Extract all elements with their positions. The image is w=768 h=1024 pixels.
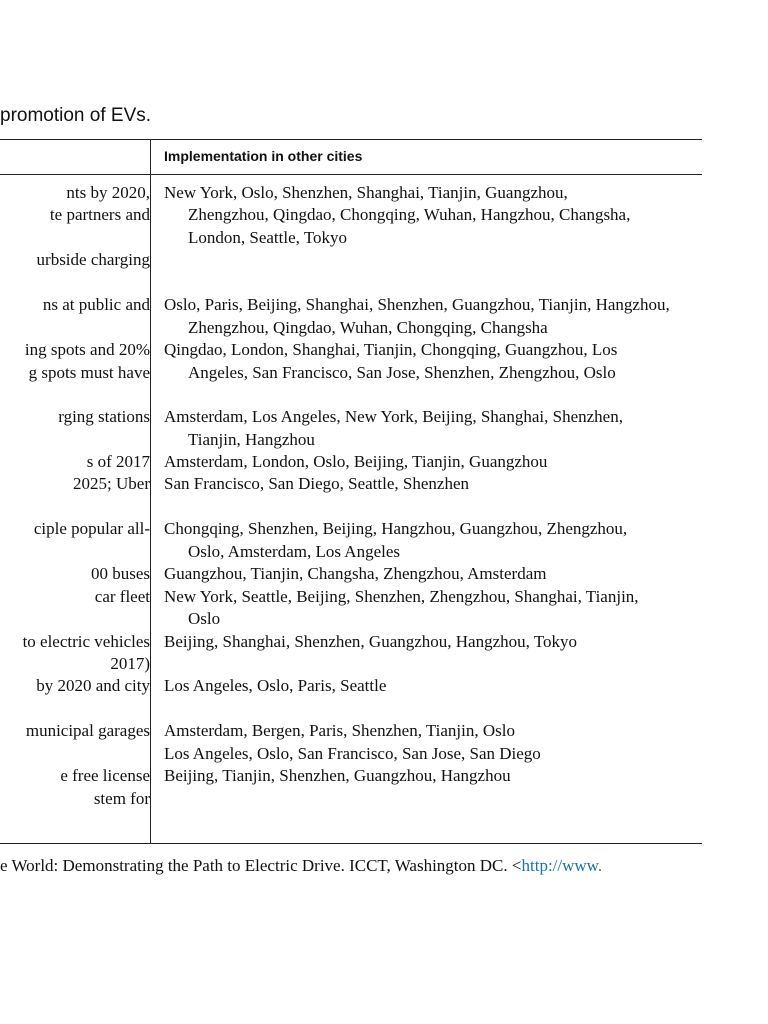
- cities-text-line: Los Angeles, Oslo, San Francisco, San Jose, San Diego: [164, 744, 541, 763]
- table-column-divider: [150, 139, 151, 844]
- policy-text-line: ing spots and 20%: [24, 340, 150, 359]
- cities-text-line: Oslo: [188, 609, 221, 628]
- table-caption: promotion of EVs.: [0, 105, 152, 126]
- cities-text-line: London, Seattle, Tokyo: [188, 228, 348, 247]
- table-bottom-rule: [0, 843, 702, 844]
- policy-text-line: nts by 2020,: [66, 183, 150, 202]
- policy-text-line: s of 2017: [86, 452, 150, 471]
- cities-text-line: Beijing, Shanghai, Shenzhen, Guangzhou, Hangzhou, Tokyo: [164, 632, 578, 651]
- cities-text-line: Angeles, San Francisco, San Jose, Shenzhen, Zhengzhou, Oslo: [188, 363, 616, 382]
- policy-text-line: to electric vehicles: [22, 632, 150, 651]
- policy-text-line: municipal garages: [25, 721, 150, 740]
- cities-text-line: Oslo, Amsterdam, Los Angeles: [188, 542, 401, 561]
- footnote-text: e World: Demonstrating the Path to Electric Drive. ICCT, Washington DC. <: [0, 856, 522, 875]
- footnote-link[interactable]: http://www.: [521, 856, 603, 875]
- cities-text-line: Qingdao, London, Shanghai, Tianjin, Chongqing, Guangzhou, Los: [164, 340, 618, 359]
- table-footnote: [0, 855, 602, 877]
- policy-text-line: e free license: [60, 766, 150, 785]
- policy-text-line: car fleet: [94, 587, 150, 606]
- cities-text-line: New York, Oslo, Shenzhen, Shanghai, Tianjin, Guangzhou,: [164, 183, 568, 202]
- cities-text-line: Amsterdam, Bergen, Paris, Shenzhen, Tianjin, Oslo: [164, 721, 515, 740]
- cities-text-line: Beijing, Tianjin, Shenzhen, Guangzhou, Hangzhou: [164, 766, 511, 785]
- cities-text-line: New York, Seattle, Beijing, Shenzhen, Zhengzhou, Shanghai, Tianjin,: [164, 587, 639, 606]
- table-header-rule: [0, 174, 702, 175]
- policy-text-line: ciple popular all-: [33, 519, 150, 538]
- policy-text-line: stem for: [93, 789, 150, 808]
- policy-text-line: te partners and: [49, 205, 150, 224]
- cities-text-line: Tianjin, Hangzhou: [188, 430, 315, 449]
- cities-text-line: Amsterdam, Los Angeles, New York, Beijing, Shanghai, Shenzhen,: [164, 407, 623, 426]
- policy-text-line: 00 buses: [90, 564, 150, 583]
- policy-text-line: by 2020 and city: [36, 676, 150, 695]
- cities-text-line: Amsterdam, London, Oslo, Beijing, Tianjin, Guangzhou: [164, 452, 548, 471]
- policy-text-line: ns at public and: [42, 295, 150, 314]
- policy-text-line: 2017): [110, 654, 150, 673]
- cities-text-line: Los Angeles, Oslo, Paris, Seattle: [164, 676, 387, 695]
- cities-text-line: Chongqing, Shenzhen, Beijing, Hangzhou, Guangzhou, Zhengzhou,: [164, 519, 628, 538]
- column-header-implementation: Implementation in other cities: [164, 148, 363, 164]
- policy-text-line: 2025; Uber: [73, 474, 150, 493]
- policy-text-line: g spots must have: [28, 363, 150, 382]
- policy-text-line: urbside charging: [36, 250, 150, 269]
- policy-text-line: rging stations: [58, 407, 150, 426]
- cities-text-line: Zhengzhou, Qingdao, Chongqing, Wuhan, Hangzhou, Changsha,: [188, 205, 631, 224]
- cities-text-line: San Francisco, San Diego, Seattle, Shenzhen: [164, 474, 469, 493]
- cities-text-line: Zhengzhou, Qingdao, Wuhan, Chongqing, Changsha: [188, 318, 548, 337]
- cities-text-line: Guangzhou, Tianjin, Changsha, Zhengzhou, Amsterdam: [164, 564, 547, 583]
- table-top-rule: [0, 139, 702, 140]
- cities-text-line: Oslo, Paris, Beijing, Shanghai, Shenzhen, Guangzhou, Tianjin, Hangzhou,: [164, 295, 670, 314]
